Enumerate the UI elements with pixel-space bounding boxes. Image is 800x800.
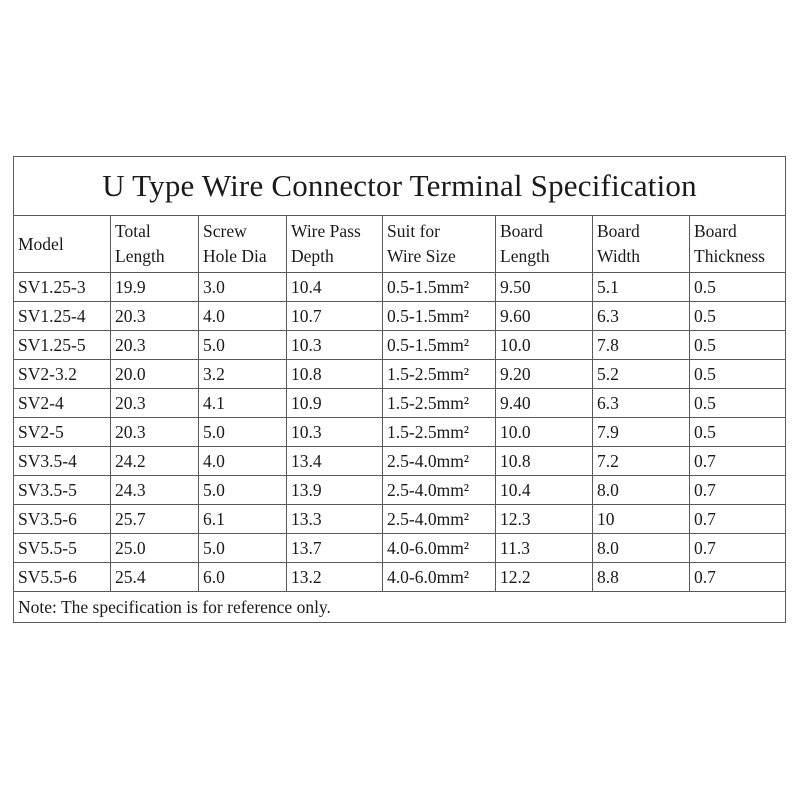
table-cell: 2.5-4.0mm² <box>383 476 496 505</box>
column-header <box>287 216 383 273</box>
table-cell: 25.0 <box>111 534 199 563</box>
spec-table-body <box>14 157 786 273</box>
table-row <box>14 360 786 389</box>
table-cell: 4.1 <box>199 389 287 418</box>
column-header <box>111 216 199 273</box>
table-cell: 5.0 <box>199 476 287 505</box>
table-cell: 13.9 <box>287 476 383 505</box>
note-section <box>14 592 786 623</box>
table-cell: 12.2 <box>496 563 593 592</box>
table-cell: 20.0 <box>111 360 199 389</box>
table-cell: 0.7 <box>690 563 786 592</box>
column-header <box>593 216 690 273</box>
table-cell: 24.3 <box>111 476 199 505</box>
table-cell: 0.7 <box>690 534 786 563</box>
table-row <box>14 302 786 331</box>
table-cell: 6.3 <box>593 302 690 331</box>
column-header-line: Depth <box>291 246 334 266</box>
table-cell: 10.8 <box>287 360 383 389</box>
column-header-line: Length <box>115 246 165 266</box>
model-cell: SV1.25-4 <box>14 302 111 331</box>
table-cell: 7.2 <box>593 447 690 476</box>
table-cell: 8.8 <box>593 563 690 592</box>
table-cell: 3.2 <box>199 360 287 389</box>
table-cell: 10.7 <box>287 302 383 331</box>
column-header-line: Screw <box>203 221 247 241</box>
note-row <box>14 592 786 623</box>
table-row <box>14 418 786 447</box>
table-cell: 10.4 <box>496 476 593 505</box>
table-cell: 6.3 <box>593 389 690 418</box>
table-row <box>14 389 786 418</box>
table-cell: 1.5-2.5mm² <box>383 360 496 389</box>
table-cell: 9.60 <box>496 302 593 331</box>
table-cell: 1.5-2.5mm² <box>383 389 496 418</box>
column-header-line: Model <box>18 233 64 254</box>
table-row <box>14 273 786 302</box>
column-header-line: Board <box>500 221 543 241</box>
table-cell: 5.2 <box>593 360 690 389</box>
table-cell: 11.3 <box>496 534 593 563</box>
model-cell: SV3.5-5 <box>14 476 111 505</box>
table-row <box>14 476 786 505</box>
table-cell: 4.0-6.0mm² <box>383 563 496 592</box>
table-cell: 13.2 <box>287 563 383 592</box>
table-cell: 10 <box>593 505 690 534</box>
table-cell: 20.3 <box>111 302 199 331</box>
column-header-line: Length <box>500 246 550 266</box>
table-cell: 13.4 <box>287 447 383 476</box>
table-cell: 10.9 <box>287 389 383 418</box>
table-cell: 9.20 <box>496 360 593 389</box>
column-header <box>383 216 496 273</box>
table-title: U Type Wire Connector Terminal Specification <box>14 157 786 216</box>
table-cell: 7.9 <box>593 418 690 447</box>
table-cell: 0.5 <box>690 389 786 418</box>
column-header <box>496 216 593 273</box>
table-cell: 8.0 <box>593 476 690 505</box>
table-cell: 12.3 <box>496 505 593 534</box>
table-row <box>14 447 786 476</box>
table-cell: 8.0 <box>593 534 690 563</box>
table-cell: 0.5-1.5mm² <box>383 273 496 302</box>
table-cell: 4.0-6.0mm² <box>383 534 496 563</box>
table-cell: 0.5-1.5mm² <box>383 302 496 331</box>
table-cell: 10.0 <box>496 331 593 360</box>
model-cell: SV2-5 <box>14 418 111 447</box>
table-cell: 24.2 <box>111 447 199 476</box>
table-cell: 4.0 <box>199 302 287 331</box>
table-cell: 10.3 <box>287 331 383 360</box>
table-cell: 5.0 <box>199 534 287 563</box>
model-cell: SV3.5-6 <box>14 505 111 534</box>
model-cell: SV5.5-5 <box>14 534 111 563</box>
model-cell: SV1.25-5 <box>14 331 111 360</box>
column-header <box>690 216 786 273</box>
column-header-line: Hole Dia <box>203 246 267 266</box>
table-cell: 0.7 <box>690 505 786 534</box>
table-cell: 0.5 <box>690 273 786 302</box>
table-cell: 0.5 <box>690 418 786 447</box>
table-cell: 0.7 <box>690 476 786 505</box>
table-cell: 9.50 <box>496 273 593 302</box>
table-cell: 0.5 <box>690 302 786 331</box>
column-header-line: Wire Pass <box>291 221 361 241</box>
column-header-line: Thickness <box>694 246 765 266</box>
table-cell: 7.8 <box>593 331 690 360</box>
header-row <box>14 216 786 273</box>
column-header-line: Board <box>694 221 737 241</box>
column-header-line: Wire Size <box>387 246 456 266</box>
table-cell: 9.40 <box>496 389 593 418</box>
table-cell: 4.0 <box>199 447 287 476</box>
column-header-line: Board <box>597 221 640 241</box>
table-cell: 25.4 <box>111 563 199 592</box>
table-cell: 6.0 <box>199 563 287 592</box>
table-cell: 19.9 <box>111 273 199 302</box>
table-cell: 10.0 <box>496 418 593 447</box>
table-row <box>14 505 786 534</box>
column-header-line: Suit for <box>387 221 440 241</box>
table-note: Note: The specification is for reference only. <box>14 592 786 623</box>
table-cell: 10.3 <box>287 418 383 447</box>
column-header <box>14 216 111 273</box>
data-rows <box>14 273 786 592</box>
model-cell: SV1.25-3 <box>14 273 111 302</box>
title-row <box>14 157 786 216</box>
table-cell: 6.1 <box>199 505 287 534</box>
table-cell: 1.5-2.5mm² <box>383 418 496 447</box>
table-cell: 20.3 <box>111 418 199 447</box>
table-cell: 0.5 <box>690 360 786 389</box>
table-cell: 5.1 <box>593 273 690 302</box>
model-cell: SV3.5-4 <box>14 447 111 476</box>
table-cell: 5.0 <box>199 418 287 447</box>
table-cell: 20.3 <box>111 331 199 360</box>
table-cell: 3.0 <box>199 273 287 302</box>
table-cell: 13.7 <box>287 534 383 563</box>
table-cell: 13.3 <box>287 505 383 534</box>
table-cell: 20.3 <box>111 389 199 418</box>
table-row <box>14 331 786 360</box>
table-cell: 0.7 <box>690 447 786 476</box>
table-cell: 10.4 <box>287 273 383 302</box>
model-cell: SV2-4 <box>14 389 111 418</box>
column-header <box>199 216 287 273</box>
model-cell: SV5.5-6 <box>14 563 111 592</box>
column-header-line: Width <box>597 246 641 266</box>
table-cell: 25.7 <box>111 505 199 534</box>
column-header-line: Total <box>115 221 151 241</box>
table-cell: 2.5-4.0mm² <box>383 447 496 476</box>
model-cell: SV2-3.2 <box>14 360 111 389</box>
table-cell: 0.5-1.5mm² <box>383 331 496 360</box>
table-row <box>14 534 786 563</box>
table-cell: 10.8 <box>496 447 593 476</box>
table-cell: 2.5-4.0mm² <box>383 505 496 534</box>
spec-table <box>13 156 786 623</box>
table-cell: 5.0 <box>199 331 287 360</box>
table-row <box>14 563 786 592</box>
table-cell: 0.5 <box>690 331 786 360</box>
